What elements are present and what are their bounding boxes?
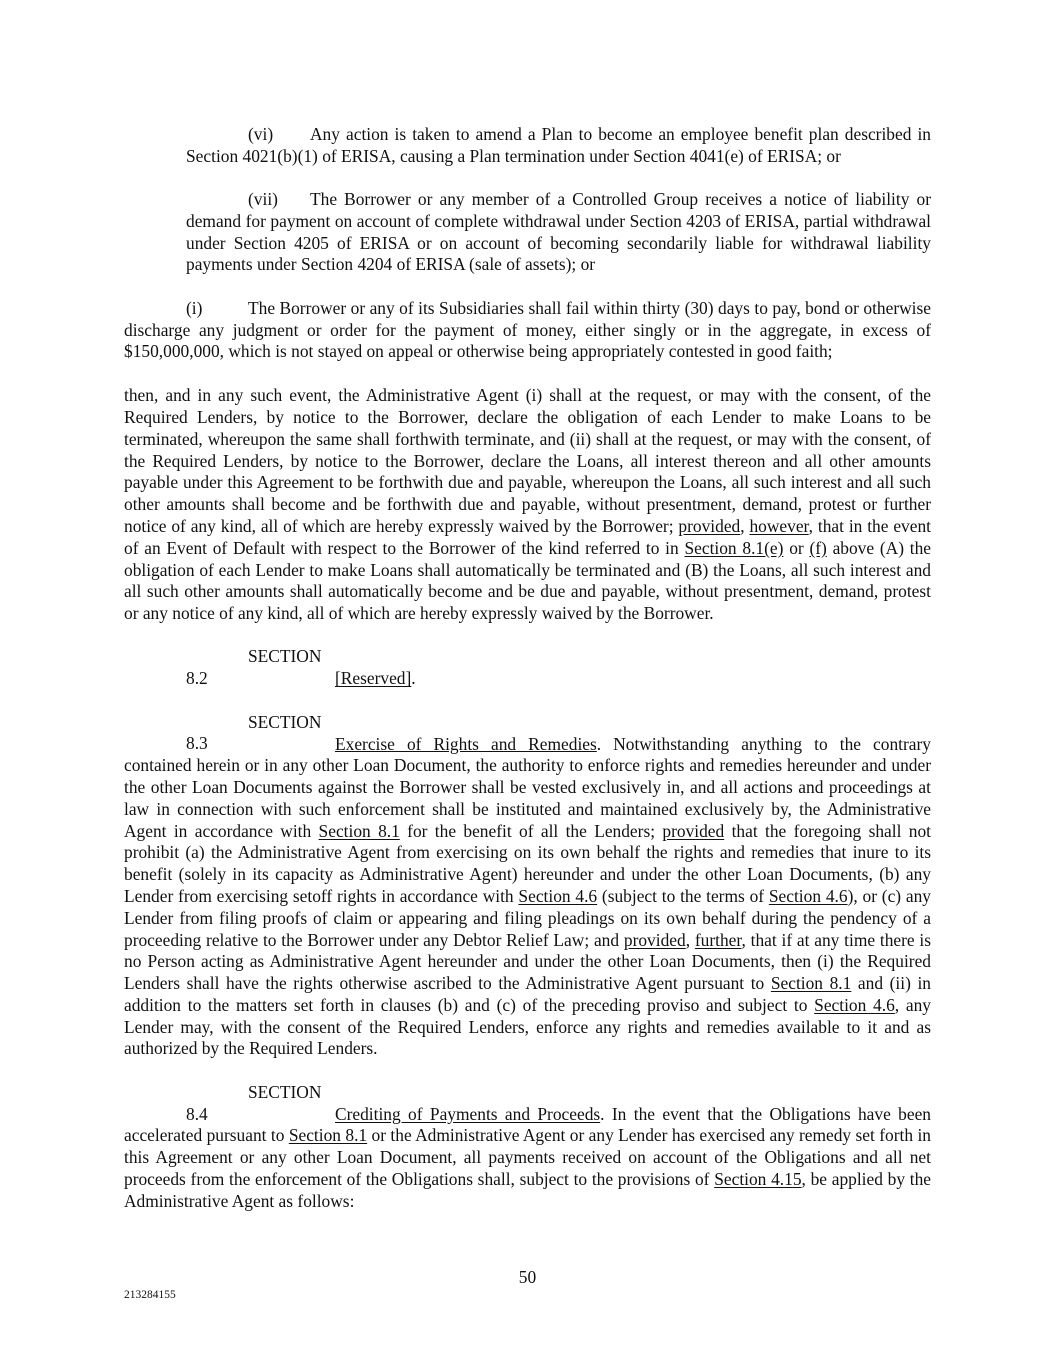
clause-label: (vi) xyxy=(248,124,274,144)
clause-text: The Borrower or any of its Subsidiaries shall fail within thirty (30) days to pay, bond or otherwise discharge any judgment or order for the payment of money, either singly or in the aggregate, in excess of $150,000,000, which is not stayed on appeal or otherwise being appropriately contested in good faith; xyxy=(124,297,931,362)
section-number: SECTION 8.2 xyxy=(186,646,322,689)
text-run: then, and in any such event, the Administrative Agent (i) shall at the request, or may with the consent, of the Required Lenders, by notice to the Borrower, declare the obligation of each Lender to make Loans to be terminated, whereupon the same shall forthwith terminate, and (ii) shall at the request, or may with the consent, of the Required Lenders, by notice to the Borrower, declare the Loans, all interest thereon and all other amounts payable under this Agreement to be forthwith due and payable, whereupon the Loans, all such interest and all such other amounts shall become and be forthwith due and payable, without presentment, demand, protest or further notice of any kind, all of which are hereby expressly waived by the Borrower; xyxy=(124,385,931,536)
further-ref: further xyxy=(694,929,742,950)
text-run: , xyxy=(740,515,750,536)
clause-i xyxy=(124,298,931,363)
provided-ref: provided xyxy=(662,820,725,841)
text-run: , be applied by the Administrative Agent as follows: xyxy=(124,1168,932,1211)
provided-ref: provided xyxy=(678,515,741,536)
section-number: SECTION 8.4 xyxy=(186,1081,322,1124)
clause-label: (i) xyxy=(186,297,203,318)
section-8-2 xyxy=(124,646,931,690)
text-run: . In the event that the Obligations have been accelerated pursuant to xyxy=(124,1103,931,1146)
text-run: for the benefit of all the Lenders; xyxy=(399,820,663,841)
section-link-8-1[interactable]: Section 8.1 xyxy=(770,973,852,994)
then-paragraph xyxy=(124,385,931,625)
however-ref: however xyxy=(749,515,809,536)
text-run: . Notwithstanding anything to the contrary contained herein or in any other Loan Document, the authority to enforce rights and remedies hereunder and under the other Loan Documents against the Borrower shall be vested exclusively in, and all actions and proceedings at law in connection with such enforcement shall be instituted and maintained exclusively by, the Administrative Agent in accordance with xyxy=(124,733,931,841)
document-page xyxy=(124,124,931,1213)
clause-text: Any action is taken to amend a Plan to become an employee benefit plan described in Section 4021(b)(1) of ERISA, causing a Plan termination under Section 4041(e) of ERISA; or xyxy=(186,124,931,166)
text-run: , that if at any time there is no Person acting as Administrative Agent hereunder and under the other Loan Documents, then (i) the Required Lenders shall have the rights otherwise ascribed to the Administrative Agent pursuant to xyxy=(124,929,932,994)
text-run: or the Administrative Agent or any Lender has exercised any remedy set forth in this Agreement or any other Loan Document, all payments received on account of the Obligations and all net proceeds from the enforcement of the Obligations shall, subject to the provisions of xyxy=(124,1125,931,1189)
section-number: SECTION 8.3 xyxy=(186,711,322,754)
text-run: that the foregoing shall not prohibit (a) the Administrative Agent from exercising on its own behalf the rights and remedies that inure to its benefit (solely in its capacity as Administrative Agent) hereunder and under the other Loan Documents, (b) any Lender from exercising setoff rights in accordance with xyxy=(124,820,931,906)
text-run: ), or (c) any Lender from filing proofs of claim or appearing and filing pleadings on its own behalf during the pendency of a proceeding relative to the Borrower under any Debtor Relief Law; and xyxy=(124,885,931,950)
section-link-8-1[interactable]: Section 8.1 xyxy=(288,1125,368,1146)
text-run: above (A) the obligation of each Lender to make Loans shall automatically be terminated and (B) the Loans, all such interest and all such other amounts shall automatically become and be due and payable, without presentment, demand, protest or any notice of any kind, all of which are hereby expressly waived by the Borrower. xyxy=(124,537,931,624)
clause-vii xyxy=(186,189,931,276)
text-run: , any Lender may, with the consent of the Required Lenders, enforce any rights and remedies available to it and as authorized by the Required Lenders. xyxy=(124,994,931,1059)
clause-vi xyxy=(186,124,931,168)
page-number: 50 xyxy=(518,1267,537,1287)
text-run: (subject to the terms of xyxy=(597,885,769,906)
section-8-4 xyxy=(124,1082,931,1213)
section-link-4-6[interactable]: Section 4.6 xyxy=(768,885,848,906)
text-run: or xyxy=(783,537,810,558)
section-link-f[interactable]: (f) xyxy=(809,537,827,558)
section-title: [Reserved] xyxy=(335,668,412,689)
section-link-4-6[interactable]: Section 4.6 xyxy=(518,885,598,906)
provided-ref: provided xyxy=(623,929,686,950)
text-run: . xyxy=(411,668,416,689)
section-8-3 xyxy=(124,712,931,1061)
document-id: 213284155 xyxy=(124,1289,176,1301)
section-link-4-6[interactable]: Section 4.6 xyxy=(814,994,895,1015)
text-run: , that in the event of an Event of Default with respect to the Borrower of the kind referred to in xyxy=(124,515,931,558)
clause-label: (vii) xyxy=(248,189,278,210)
clause-text: The Borrower or any member of a Controlled Group receives a notice of liability or demand for payment on account of complete withdrawal under Section 4203 of ERISA, partial withdrawal under Section 4205 of ERISA or on account of becoming secondarily liable for withdrawal liability payments under Section 4204 of ERISA (sale of assets); or xyxy=(186,189,931,275)
section-link-4-15[interactable]: Section 4.15 xyxy=(714,1168,802,1189)
text-run: , xyxy=(685,929,695,950)
section-title: Exercise of Rights and Remedies xyxy=(335,733,597,754)
text-run: and (ii) in addition to the matters set forth in clauses (b) and (c) of the preceding proviso and subject to xyxy=(124,973,931,1015)
section-link-8-1[interactable]: Section 8.1 xyxy=(318,820,400,841)
section-link-8-1-e[interactable]: Section 8.1(e) xyxy=(684,537,784,558)
section-title: Crediting of Payments and Proceeds xyxy=(335,1103,601,1124)
